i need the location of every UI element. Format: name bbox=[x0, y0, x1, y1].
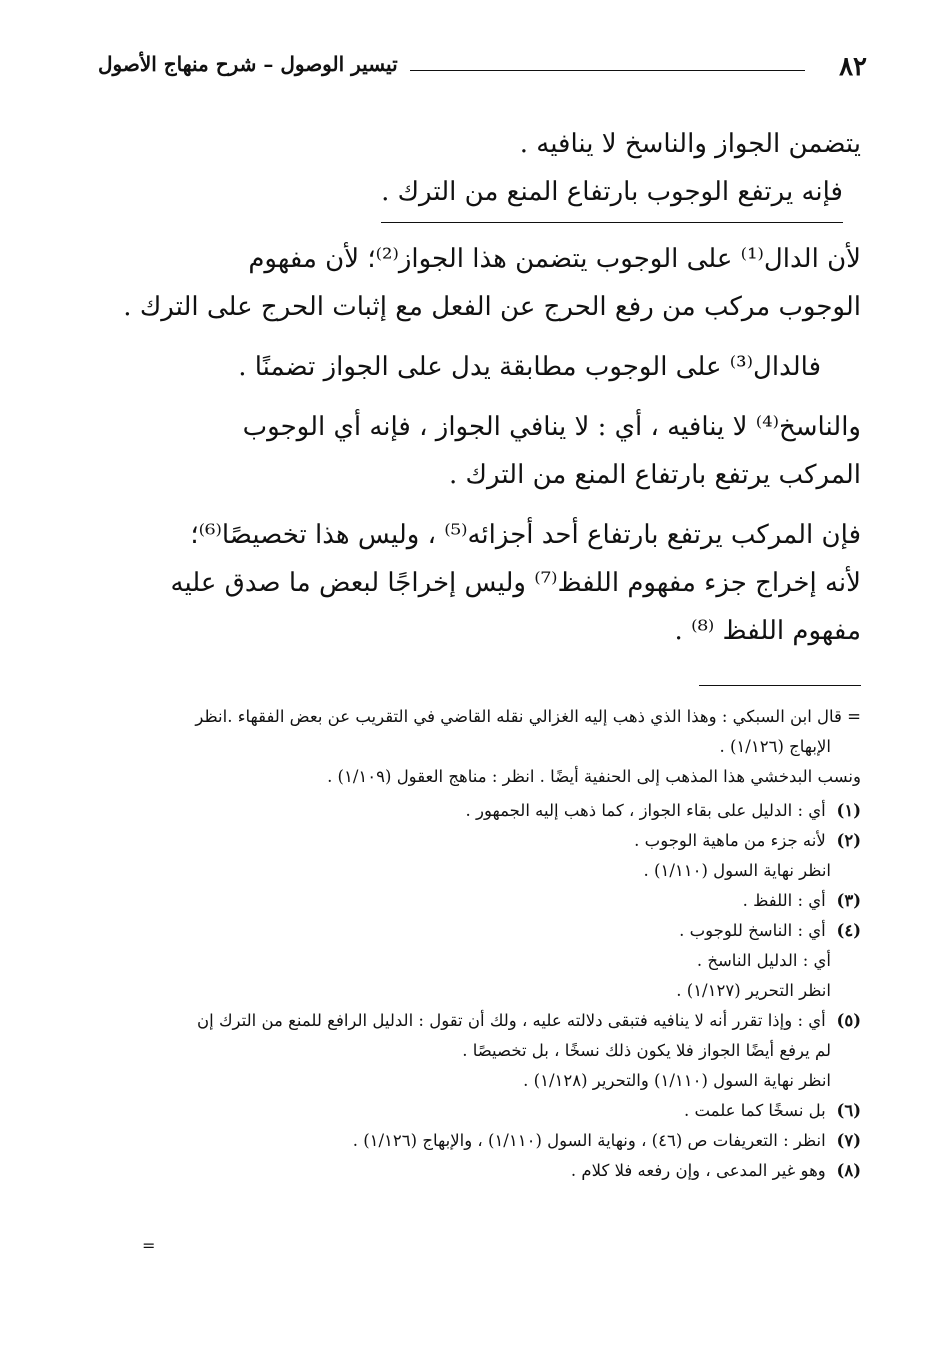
footnote-text: وهو غير المدعى ، وإن رفعه فلا كلام . bbox=[570, 1161, 826, 1180]
footnote-number: (٨) bbox=[836, 1161, 861, 1180]
footnote-8 bbox=[96, 1156, 861, 1186]
footnote-number: (٣) bbox=[836, 891, 861, 910]
page-number: ٨٢ bbox=[839, 52, 867, 82]
footnote-text: لم يرفع أيضًا الجواز فلا يكون ذلك نسخًا ، بل تخصيصًا . bbox=[462, 1041, 831, 1060]
footnote-separator bbox=[699, 685, 861, 686]
footnote-text: انظر نهاية السول (١/١١٠) . bbox=[643, 861, 831, 880]
footnote-number: (٧) bbox=[836, 1131, 861, 1150]
text-line: الوجوب مركب من رفع الحرج عن الفعل مع إثبات الحرج على الترك . bbox=[123, 292, 861, 322]
footnote-text: بل نسخًا كما علمت . bbox=[683, 1101, 826, 1120]
footnote-text: أي : الدليل على بقاء الجواز ، كما ذهب إليه الجمهور . bbox=[465, 801, 826, 820]
footnote-5 bbox=[96, 1006, 861, 1036]
text-line: مفهوم اللفظ ⁽⁸⁾ . bbox=[674, 616, 861, 646]
footnote-3 bbox=[96, 886, 861, 916]
footnote-number: (٢) bbox=[836, 831, 861, 850]
footnote-number: (٤) bbox=[836, 921, 861, 940]
footnote-line: = قال ابن السبكي : وهذا الذي ذهب إليه الغزالي نقله القاضي في التقريب عن بعض الفقهاء .انظر bbox=[195, 707, 861, 726]
footnote-text: أي : الدليل الناسخ . bbox=[696, 951, 831, 970]
footnotes bbox=[96, 702, 861, 1186]
footnote-number: (١) bbox=[836, 801, 861, 820]
footnote-2 bbox=[96, 826, 861, 856]
text-line: لأنه إخراج جزء مفهوم اللفظ⁽⁷⁾ وليس إخراجًا لبعض ما صدق عليه bbox=[170, 568, 861, 598]
text-line: يتضمن الجواز والناسخ لا ينافيه . bbox=[519, 129, 861, 159]
text-line: لأن الدال⁽¹⁾ على الوجوب يتضمن هذا الجواز⁽²⁾؛ لأن مفهوم bbox=[248, 244, 861, 274]
footnote-text: لأنه جزء من ماهية الوجوب . bbox=[634, 831, 826, 850]
text-line: المركب يرتفع بارتفاع المنع من الترك . bbox=[449, 460, 861, 490]
footnote-text: أي : الناسخ للوجوب . bbox=[679, 921, 826, 940]
header-rule bbox=[410, 70, 805, 71]
footnote-text: أي : وإذا تقرر أنه لا ينافيه فتبقى دلالته عليه ، ولك أن تقول : الدليل الرافع للمنع من الترك إن bbox=[197, 1011, 826, 1030]
footnote-text: أي : اللفظ . bbox=[742, 891, 826, 910]
footnote-text: انظر التحرير (١/١٢٧) . bbox=[676, 981, 831, 1000]
footnote-4 bbox=[96, 916, 861, 946]
text-line: والناسخ⁽⁴⁾ لا ينافيه ، أي : لا ينافي الجواز ، فإنه أي الوجوب bbox=[242, 412, 861, 442]
footnote-line: ونسب البدخشي هذا المذهب إلى الحنفية أيضًا . انظر : مناهج العقول (١/١٠٩) . bbox=[327, 767, 861, 786]
footnote-1 bbox=[96, 796, 861, 826]
running-title: تيسير الوصول – شرح منهاج الأصول bbox=[98, 52, 398, 76]
main-text bbox=[96, 120, 861, 655]
text-line: فالدال⁽³⁾ على الوجوب مطابقة يدل على الجواز تضمنًا . bbox=[238, 352, 821, 382]
footnote-7 bbox=[96, 1126, 861, 1156]
footnote-number: (٥) bbox=[836, 1011, 861, 1030]
footnote-number: (٦) bbox=[836, 1101, 861, 1120]
matn-line: فإنه يرتفع الوجوب بارتفاع المنع من الترك . bbox=[381, 168, 843, 223]
footnote-text: انظر نهاية السول (١/١١٠) والتحرير (١/١٢٨) . bbox=[523, 1071, 831, 1090]
footnote-6 bbox=[96, 1096, 861, 1126]
footnote-text: انظر : التعريفات ص (٤٦) ، ونهاية السول (١/١١٠) ، والإبهاج (١/١٢٦) . bbox=[352, 1131, 826, 1150]
text-line: فإن المركب يرتفع بارتفاع أحد أجزائه⁽⁵⁾ ، وليس هذا تخصيصًا⁽⁶⁾؛ bbox=[190, 520, 861, 550]
continuation-mark: = bbox=[142, 1236, 156, 1255]
footnote-line: الإبهاج (١/١٢٦) . bbox=[719, 737, 831, 756]
